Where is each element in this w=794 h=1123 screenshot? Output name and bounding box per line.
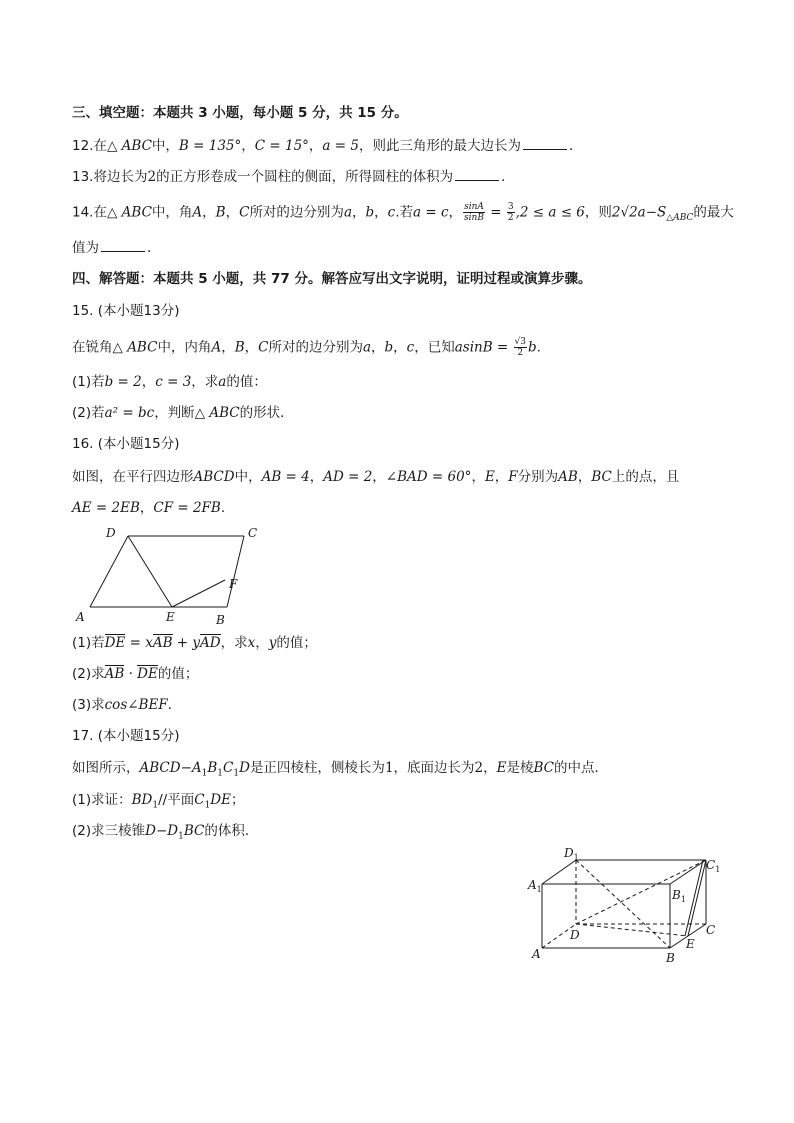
q16-stem [72,468,679,486]
q15-var: A [211,339,222,356]
q17-text: (1)求证： [72,792,132,808]
q16-var: F [508,469,518,485]
q17-sub-1: (1)求证：$BD_1//$平面$C_1DE$； [72,792,245,811]
q16-stem-cont [72,499,225,517]
fraction-denominator: 2 [507,213,514,223]
segment-c1e [688,860,706,936]
vector-de: DE [137,666,158,682]
q17-stem: 如图所示，$ABCD-A_1B_1C_1D$是正四棱柱，侧棱长为1，底面边长为2，E是棱BC的中点． [72,760,608,779]
q17-var: BC [533,760,554,776]
q14-eq: = [485,204,506,221]
prism-figure [520,842,730,967]
q15-text: ，求 [191,374,219,390]
q16-var: y [268,635,277,651]
q15-sep: ， [393,339,407,356]
label-d: D [570,928,580,942]
q15-stem [72,337,541,358]
q14-fraction-ratio [507,202,515,223]
q12-side-a: a = 5 [322,138,359,154]
q12-number: 12. [72,138,94,154]
q15-var: B [234,339,245,356]
q14-var: c [387,204,396,221]
label-b: B [666,951,675,965]
q16-text: ，求 [220,635,248,651]
q14-var: B [215,204,226,221]
q15-text: (1)若 [72,374,105,390]
q16-cond: CF = 2FB [153,500,221,516]
q17-text: (2)求三棱锥 [72,823,146,839]
section-3-header: 三、填空题：本题共 3 小题，每小题 5 分，共 15 分。 [72,105,408,121]
q17-var: BC [183,823,205,839]
q16-var: BC [591,469,612,485]
q17-text: ； [230,792,245,808]
q13-number: 13. [72,169,94,185]
q15-fraction [514,337,527,358]
q16-end: . [220,500,226,516]
q14-text: 值为 [72,240,99,256]
segment-de [128,536,172,607]
label-c: C [706,923,716,937]
q14-sep: ， [225,204,240,221]
label-b: B [216,613,225,627]
q16-text: (3)求 [72,697,105,713]
triangle-symbol: △ [106,204,118,221]
edge-a1d1 [542,860,576,884]
q15-sep: ， [221,339,235,356]
segment-dc1 [576,860,706,924]
q17-num: 2 [474,760,484,776]
q16-expr: = x [125,635,153,651]
q16-expr: cos∠BEF [104,697,168,713]
q12-text: ，则此三角形的最大边长为 [358,138,521,154]
q14-range: ,2 ≤ a ≤ 6 [515,204,585,221]
q16-cond: AE = 2EB [72,500,140,516]
label-a: A [76,610,85,624]
segment-de [576,924,688,936]
q15-text: (2)若 [72,405,105,421]
q17-text: 如图所示， [72,760,140,776]
q17-var: E [496,760,507,776]
q15-sep: ， [141,374,156,390]
q16-cond: AD = 2 [323,469,373,485]
q14-end: ． [147,240,161,256]
parallelogram-figure [72,522,272,628]
question-14-cont [72,237,161,257]
q15-sep: ， [244,339,259,356]
q14-sep: ， [448,204,463,221]
q16-sep: ， [577,469,592,485]
q17-expr: ABCD−A [139,760,202,776]
q16-sep: ， [494,469,509,485]
q15-cond: b = 2 [104,374,142,390]
q16-text: 上的点，且 [611,469,680,485]
vector-ad: AD [200,635,221,651]
q16-cond: AB = 4 [261,469,310,485]
triangle-symbol: △ [112,339,123,356]
q16-expr: + y [172,635,201,651]
q15-text: 在锐角 [72,339,113,356]
q15-sub-2 [72,404,294,422]
q12-text: 在 [93,138,107,154]
q15-end: . [536,339,541,356]
q16-text: 分别为 [517,469,559,485]
q17-sub-2: (2)求三棱锥$D-D_1BC$的体积． [72,823,259,842]
q13-answer-blank[interactable] [455,166,499,181]
q14-abc: ABC [121,204,152,221]
q12-end: ． [568,138,583,154]
label-c1: $C_1$ [706,858,721,874]
q16-text: (2)求 [72,666,105,682]
q14-text: 所对的边分别为 [249,204,344,221]
q14-text: .若 [395,204,414,221]
q17-var: D−D [145,823,179,839]
q16-text: 中， [234,469,262,485]
q15-var: c [406,339,415,356]
q15-cond: a² = bc [104,405,155,421]
triangle-symbol: △ [194,405,206,421]
q12-text: 中， [151,138,179,154]
q16-sub-1 [72,634,317,652]
q15-text: 中，内角 [157,339,212,356]
fraction-denominator: 2 [517,348,524,358]
q14-text: 的最大 [693,204,734,221]
q16-cond: ∠BAD = 60° [385,469,472,485]
question-14 [72,202,734,227]
q16-sep: ， [139,500,154,516]
q13-text: 的正方形卷成一个圆柱的侧面，所得圆柱的体积为 [156,169,454,185]
q12-angle-c: C = 15° [254,138,309,154]
q14-text: 在 [93,204,107,221]
q17-text: //平面 [158,792,195,808]
vector-ab: AB [152,635,173,651]
q14-var: a [343,204,352,221]
triangle-symbol: △ [106,138,118,154]
label-d: D [106,526,116,540]
q15-var: b [384,339,394,356]
q17-num: 1 [384,760,394,776]
q17-text: ， [483,760,497,776]
q17-text: 的体积． [204,823,259,839]
q16-title: 16. (本小题15分) [72,436,180,452]
q17-text: ，底面边长为 [393,760,475,776]
segment-c1e-2 [685,860,703,936]
label-e: E [166,610,175,624]
q16-var: ABCD [193,469,235,485]
diagonal-d1b [576,860,670,948]
q12-answer-blank[interactable] [523,135,567,150]
q16-text: 的值； [276,635,317,651]
q14-sep: ， [374,204,388,221]
label-a: A [532,947,541,961]
q17-text: 的中点． [554,760,608,776]
q14-expression: 2√2a−S [611,204,667,221]
dot-operator: · [124,666,138,682]
label-a1: $A_1$ [528,878,542,894]
question-13 [72,166,515,186]
q14-text: 中，角 [151,204,193,221]
q16-sep: ， [471,469,485,485]
label-d1: $D_1$ [564,846,579,862]
fraction-numerator: sinA [464,202,484,212]
q15-var: a [362,339,372,356]
q15-abc: ABC [127,339,158,356]
label-f: F [229,577,238,591]
q14-sep: ， [202,204,216,221]
q15-text: 的值： [226,374,267,390]
question-12 [72,135,582,155]
label-e: E [686,937,695,951]
q14-text: ，则 [584,204,612,221]
q14-subscript: △ABC [666,213,694,224]
q15-text: 的形状． [239,405,294,421]
q13-two: 2 [147,169,157,185]
q15-var: C [258,339,269,356]
q13-end: ． [501,169,515,185]
q14-answer-blank[interactable] [101,237,145,252]
q17-var: C [194,792,205,808]
q16-text: (1)若 [72,635,105,651]
q17-text: 是棱 [506,760,534,776]
q17-var: DE [210,792,231,808]
q16-text: 如图，在平行四边形 [72,469,194,485]
q14-fraction-sin [463,202,485,223]
q16-sep: ， [255,635,269,651]
q15-var: b [528,339,537,356]
label-b1: $B_1$ [672,888,686,904]
q15-expression: asinB = [454,339,513,356]
q16-var: E [484,469,495,485]
q17-text: 是正四棱柱，侧棱长为 [249,760,385,776]
q17-title: 17. (本小题15分) [72,728,180,744]
q17-var: BD [131,792,153,808]
q15-var: a [218,374,227,390]
q12-sep: ， [241,138,255,154]
q16-sub-2 [72,665,198,683]
q15-title: 15. (本小题13分) [72,303,180,319]
q13-text: 将边长为 [93,169,148,185]
q15-text: ，判断 [154,405,195,421]
q15-sep: ， [371,339,385,356]
q16-text: ． [167,697,182,713]
label-c: C [248,526,258,540]
vector-de: DE [104,635,126,651]
q14-cond: a = c [413,204,449,221]
q15-abc: ABC [209,405,240,421]
q16-sub-3 [72,696,181,714]
q12-angle-b: B = 135° [178,138,242,154]
segment-cb [227,536,244,607]
q14-sep: ， [352,204,366,221]
q16-sep: ， [309,469,324,485]
fraction-numerator: 3 [507,202,514,212]
q12-abc: ABC [121,138,152,154]
q15-text: 所对的边分别为 [268,339,363,356]
q12-sep: ， [308,138,323,154]
fraction-denominator: sinB [464,213,484,223]
q14-var: A [192,204,203,221]
fraction-numerator: √3 [514,337,527,347]
q16-sep: ， [372,469,386,485]
q14-var: b [365,204,375,221]
q15-cond: c = 3 [155,374,192,390]
section-4-header: 四、解答题：本题共 5 小题，共 77 分。解答应写出文字说明，证明过程或演算步骤。 [72,271,592,287]
q14-var: C [239,204,250,221]
q16-var: AB [558,469,578,485]
q14-number: 14. [72,204,94,221]
vector-ab: AB [104,666,125,682]
q15-sub-1 [72,373,267,391]
segment-ef [172,580,225,607]
q16-text: 的值； [157,666,199,682]
segment-ad [90,536,128,607]
q16-var: x [247,635,256,651]
q15-text: ，已知 [414,339,455,356]
